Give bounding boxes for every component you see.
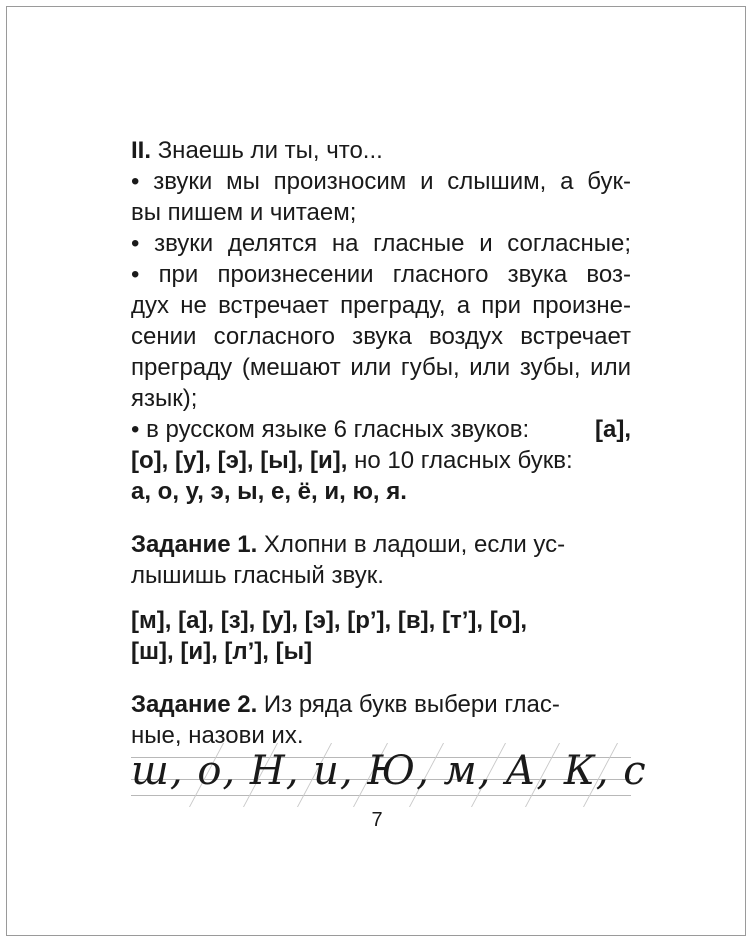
task1-sounds-line: [м], [а], [з], [у], [э], [р’], [в], [т’], [о], — [131, 607, 528, 634]
paragraph-line: дух не встречает преграду, а при произне- — [131, 292, 631, 319]
task2-label: Задание 2. — [131, 691, 258, 718]
task1-text-cont: лышишь гласный звук. — [131, 562, 384, 589]
vowels-intro: • в русском языке 6 гласных звуков: — [131, 416, 536, 443]
ruling-line — [131, 795, 631, 796]
task2-line-1 — [131, 689, 631, 720]
vowels-line-2 — [131, 445, 631, 476]
task2-text: Из ряда букв выбери глас- — [257, 691, 560, 718]
page-number: 7 — [371, 809, 383, 831]
task1-line-1 — [131, 529, 631, 560]
task1-label: Задание 1. — [131, 531, 258, 558]
paragraph-line: язык); — [131, 385, 198, 412]
vowel-letters-intro: но 10 гласных букв: — [347, 447, 573, 474]
paragraph-line: сении согласного звука воздух встречает — [131, 323, 631, 350]
section-numeral: II. — [131, 137, 152, 164]
cursive-writing-lines — [131, 743, 647, 807]
section-intro: Знаешь ли ты, что... — [157, 137, 383, 164]
vowel-sounds-first: [а], — [595, 416, 631, 443]
cursive-letters: ш, о, Н, и, Ю, м, А, К, с — [131, 748, 647, 794]
task1-sounds-line: [ш], [и], [л’], [ы] — [131, 638, 313, 665]
task2-text-cont: ные, назови их. — [131, 722, 304, 749]
paragraph-line: преграду (мешают или губы, или зубы, или — [131, 354, 631, 381]
task1-text: Хлопни в ладоши, если ус- — [257, 531, 566, 558]
paragraph-line: вы пишем и читаем; — [131, 199, 357, 226]
paragraph-line: • при произнесении гласного звука воз- — [131, 261, 631, 288]
textbook-page — [6, 6, 746, 936]
vowels-line-1 — [131, 414, 631, 445]
paragraph-line: • звуки мы произносим и слышим, а бук- — [131, 168, 631, 195]
page-content — [131, 135, 631, 751]
vowel-letters: а, о, у, э, ы, е, ё, и, ю, я. — [131, 478, 407, 505]
vowel-sounds-rest: [о], [у], [э], [ы], [и], — [131, 447, 348, 474]
section-ii-heading — [131, 135, 631, 166]
paragraph-line: • звуки делятся на гласные и согласные; — [131, 230, 631, 257]
